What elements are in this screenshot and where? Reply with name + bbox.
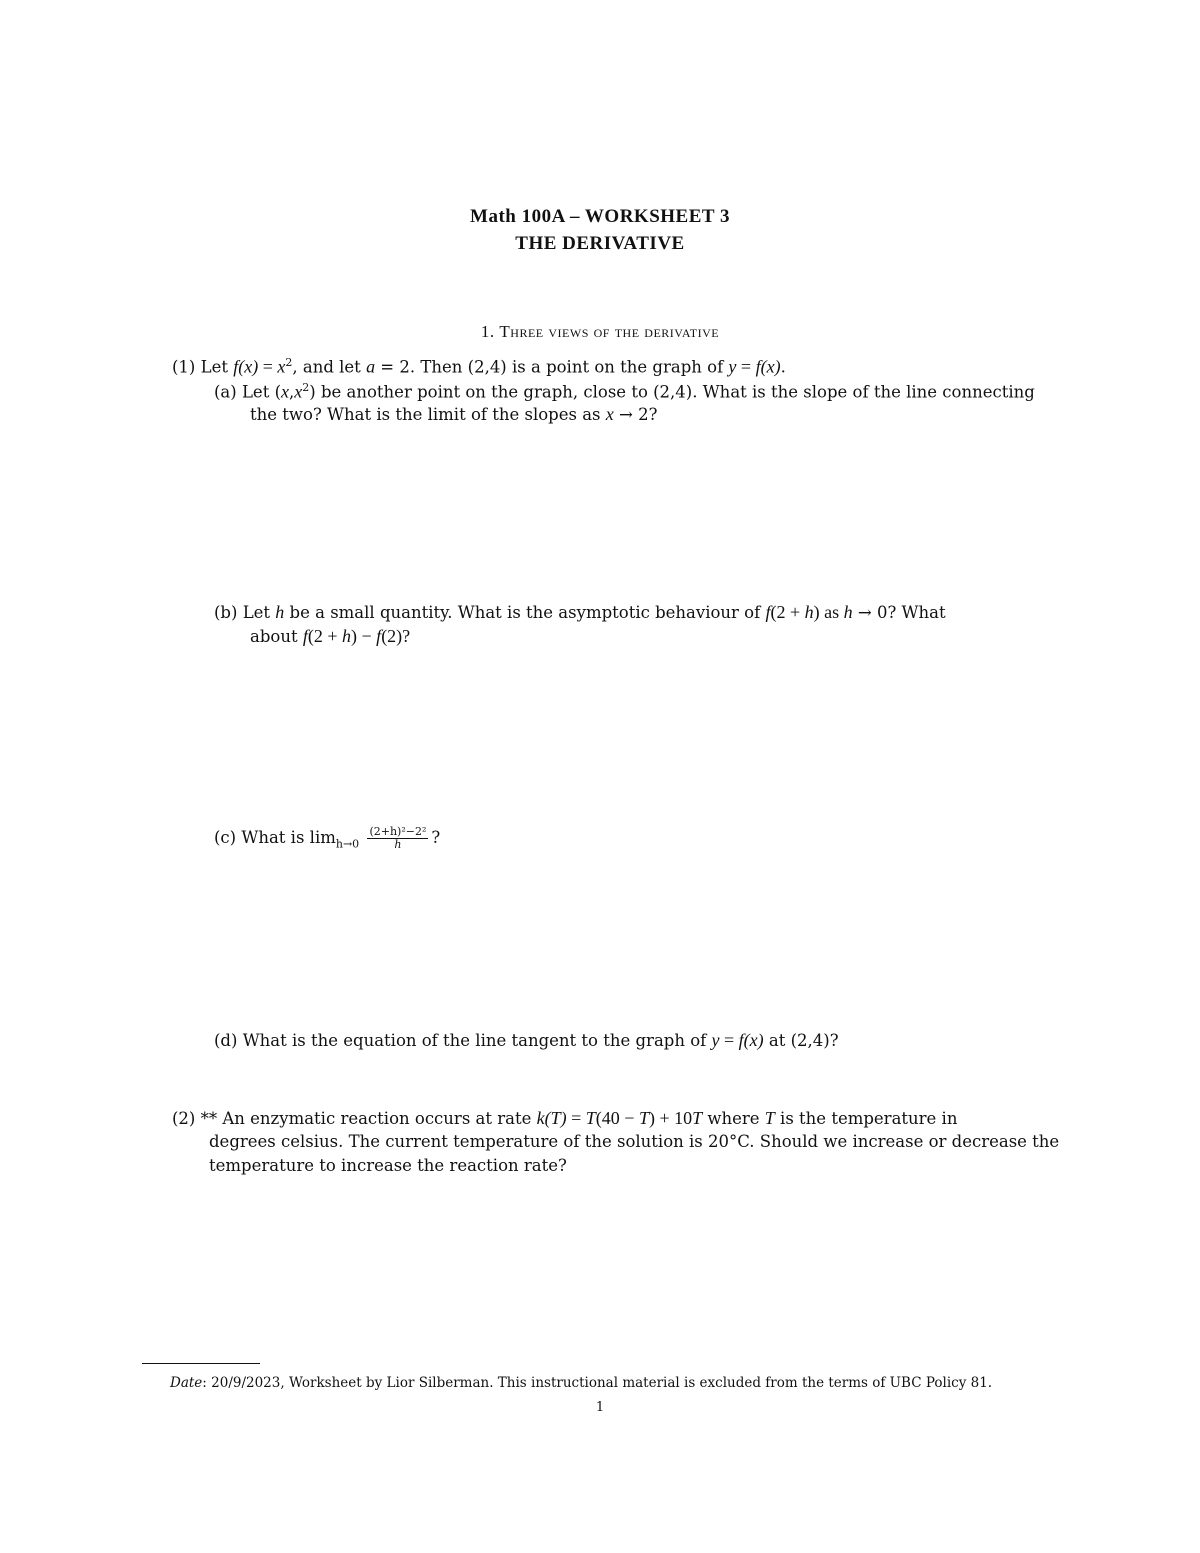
problem-2-line-1: (2) ** An enzymatic reaction occurs at rate k(T) = T(40 − T) + 10T where T is the temperature in <box>172 1108 958 1128</box>
part-b-label: (b) <box>214 603 238 622</box>
footnote-date-label: Date <box>170 1375 203 1391</box>
part-d-label: (d) <box>214 1031 238 1050</box>
part-a-label: (a) <box>214 382 237 402</box>
page-number: 1 <box>595 1400 605 1415</box>
section-title: Three views of the derivative <box>499 322 720 341</box>
part-c-line: (c) What is $\lim_{h\to 0}$ $\frac{\text{(2+h)²−2²}}{h}$ ? <box>214 825 441 852</box>
problem-1-statement: (1) Let $f(x) = x^2$, and let a = 2. Then (2,4) is a point on the graph of y = f(x). <box>172 356 786 377</box>
part-d-line: (d) What is the equation of the line tangent to the graph of y = f(x) at (2,4)? <box>214 1030 839 1050</box>
problem-2-label: (2) <box>172 1109 196 1128</box>
part-a-line-1: (a) Let $(x,x^2)$ be another point on the graph, close to (2,4). What is the slope of the line connecting <box>214 381 1035 402</box>
part-c-label: (c) <box>214 828 237 848</box>
footnote-rule <box>142 1363 260 1364</box>
problem-2-line-2: degrees celsius. The current temperature of the solution is 20°C. Should we increase or decrease the <box>209 1132 1060 1151</box>
part-b-line-2: about f(2 + h) − f(2)? <box>250 626 411 646</box>
difficulty-stars: ** <box>200 1109 218 1128</box>
limit-fraction: $\frac{\text{(2+h)²−2²}}{h}$ <box>369 825 427 852</box>
worksheet-title: Math 100A – WORKSHEET 3 <box>470 206 730 227</box>
section-heading <box>0 322 1200 342</box>
section-number: 1. <box>480 322 495 341</box>
footnote: Date: 20/9/2023, Worksheet by Lior Silberman. This instructional material is excluded from the terms of UBC Policy 81. <box>170 1375 993 1391</box>
part-a-line-2: the two? What is the limit of the slopes as x → 2? <box>250 404 658 424</box>
worksheet-subtitle: THE DERIVATIVE <box>515 233 685 254</box>
problem-1-label: (1) <box>172 357 196 377</box>
problem-2-line-3: temperature to increase the reaction rate? <box>209 1156 567 1175</box>
part-b-line-1: (b) Let h be a small quantity. What is the asymptotic behaviour of f(2 + h) as h → 0? What <box>214 602 946 622</box>
